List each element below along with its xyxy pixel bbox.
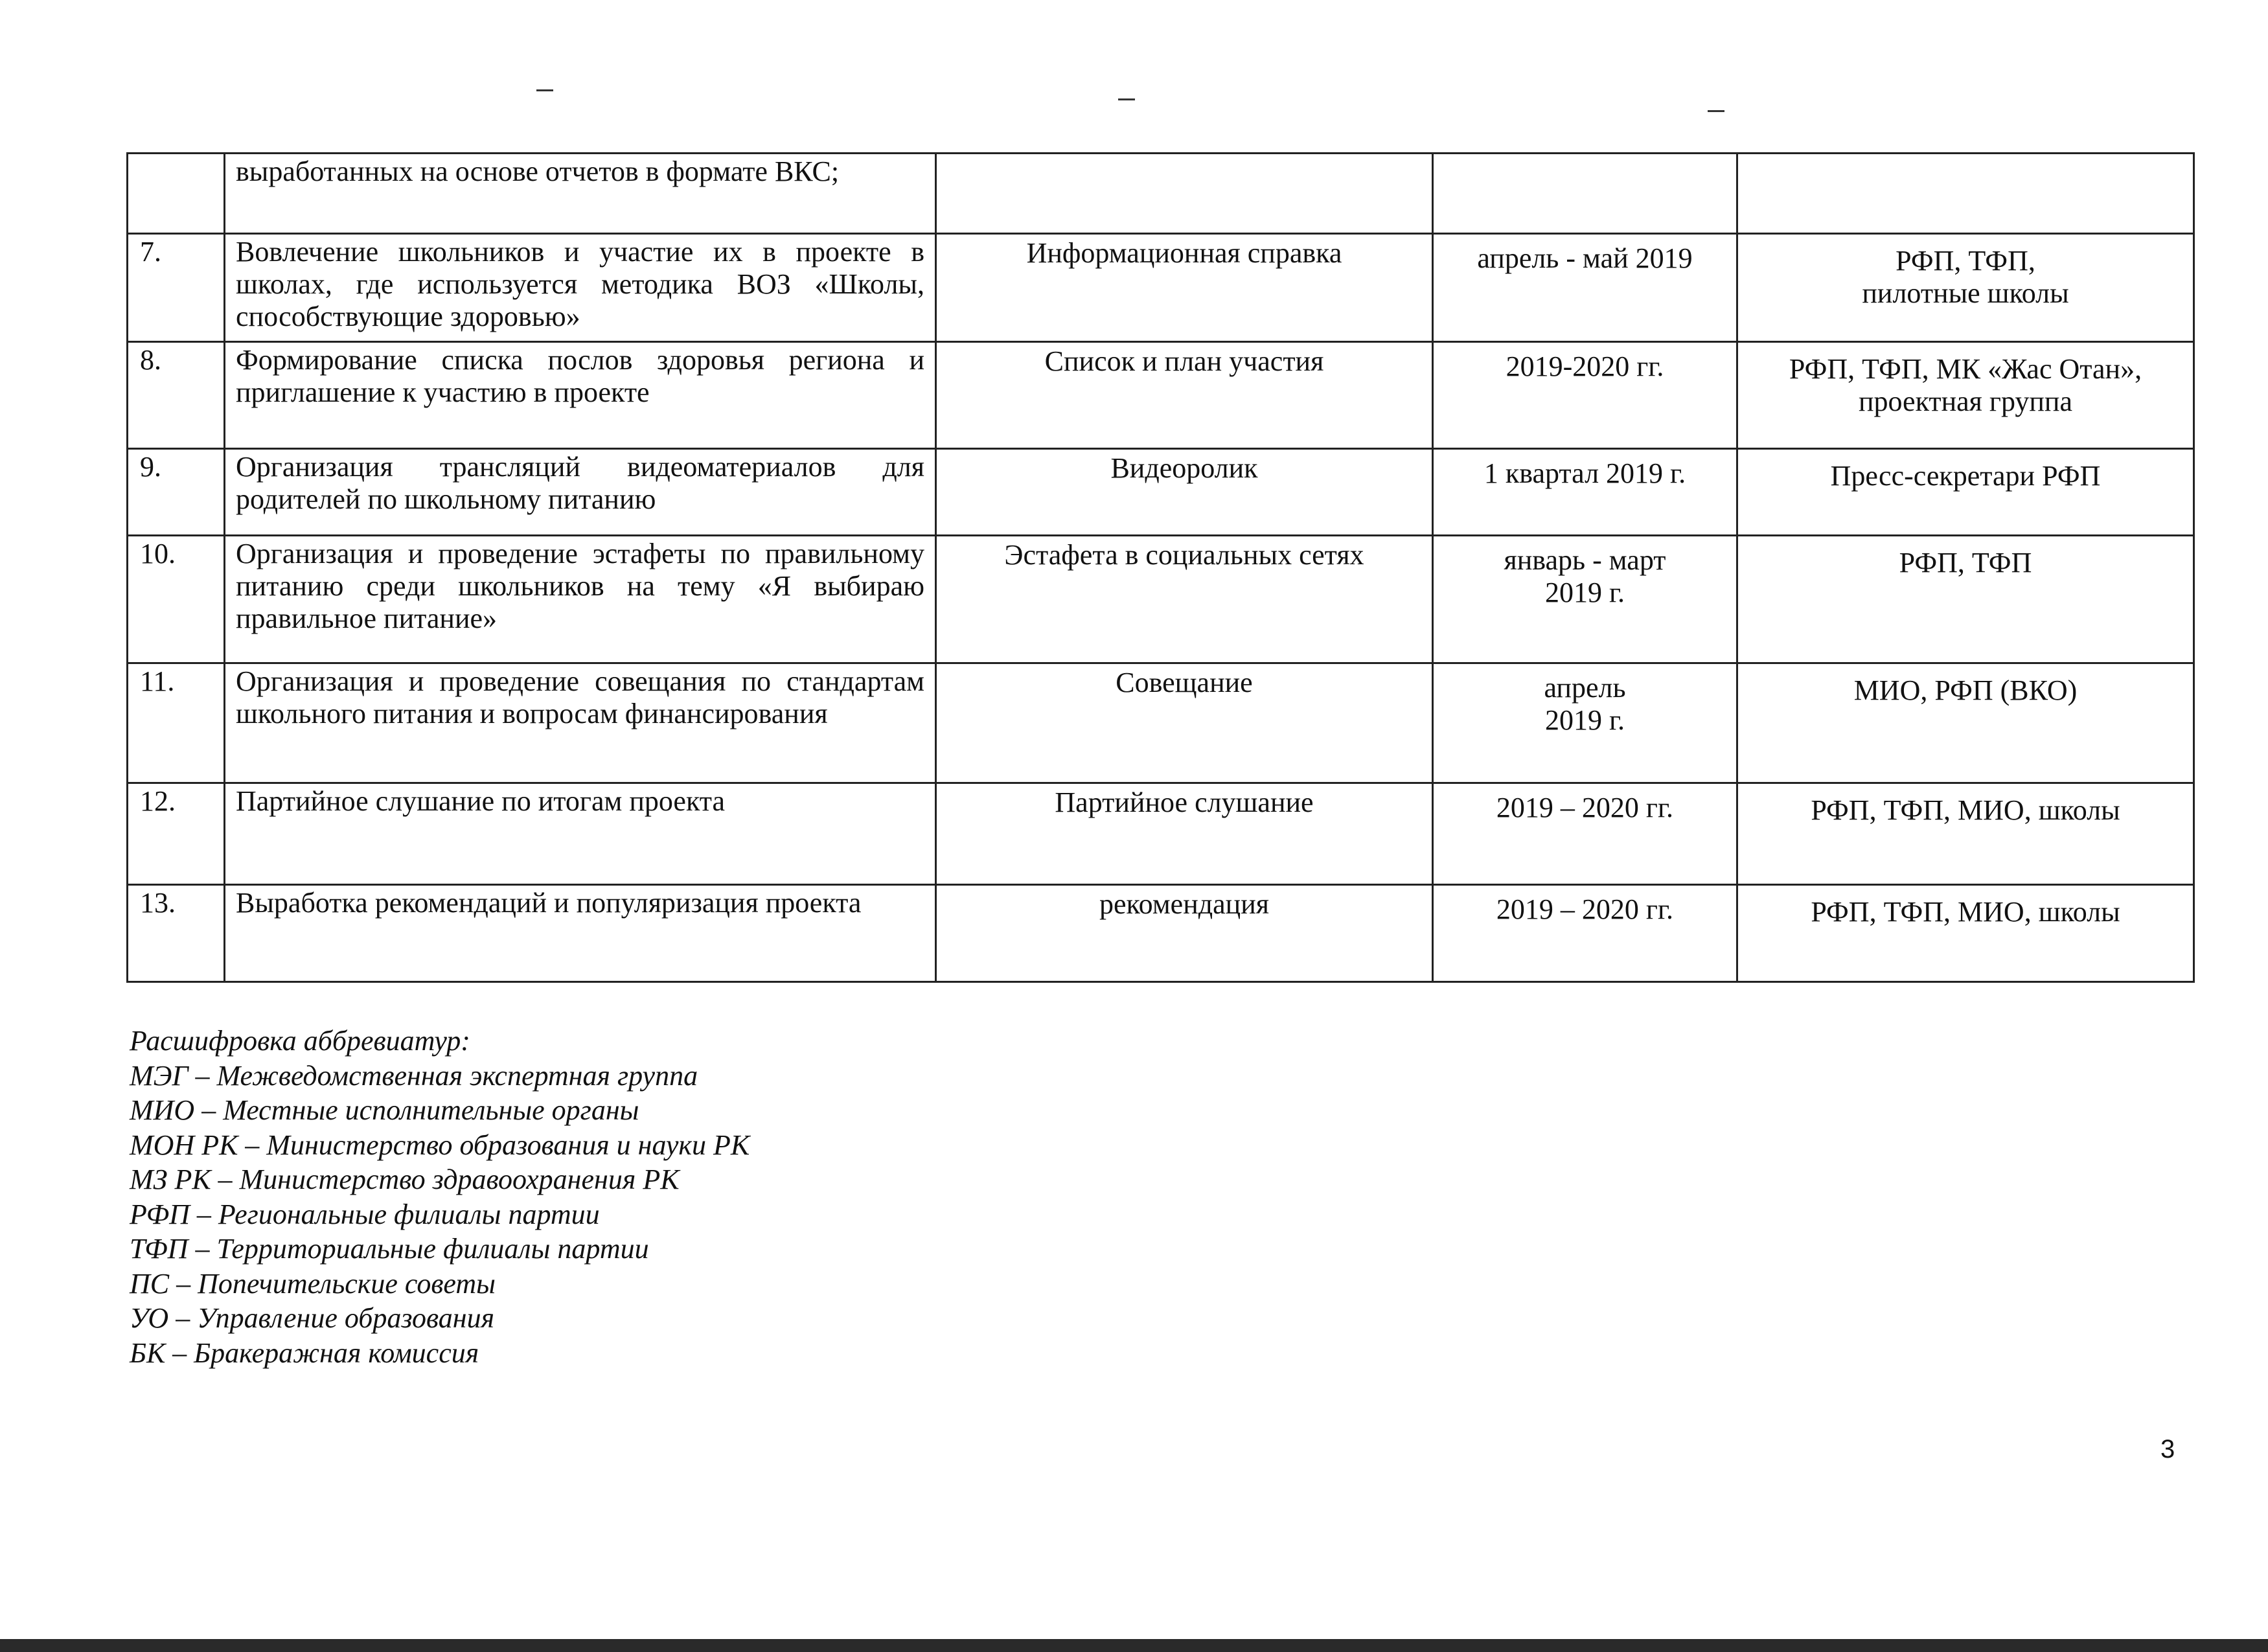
row-number: 10.	[128, 536, 225, 663]
form-cell: Информационная справка	[936, 234, 1433, 342]
event-cell: Организация трансляций видеоматериалов для родителей по школьному питанию	[225, 449, 936, 536]
date-cell: апрель - май 2019	[1433, 234, 1737, 342]
table-row	[128, 234, 2194, 342]
table-row	[128, 449, 2194, 536]
responsible-cell: РФП, ТФП, МИО, школы	[1737, 885, 2194, 982]
legend-item: ПС – Попечительские советы	[130, 1267, 496, 1300]
responsible-cell: РФП, ТФП, МК «Жас Отан», проектная группа	[1737, 342, 2194, 449]
scan-mark	[1708, 110, 1724, 112]
table-row	[128, 154, 2194, 234]
row-number: 12.	[128, 783, 225, 885]
responsible-cell: РФП, ТФП	[1737, 536, 2194, 663]
date-cell: 2019-2020 гг.	[1433, 342, 1737, 449]
responsible-cell: Пресс-секретари РФП	[1737, 449, 2194, 536]
event-cell: Формирование списка послов здоровья региона и приглашение к участию в проекте	[225, 342, 936, 449]
legend-item: РФП – Региональные филиалы партии	[130, 1198, 600, 1230]
date-cell: январь - март 2019 г.	[1433, 536, 1737, 663]
row-number: 8.	[128, 342, 225, 449]
form-cell: рекомендация	[936, 885, 1433, 982]
legend-item: УО – Управление образования	[130, 1302, 495, 1334]
row-number: 11.	[128, 663, 225, 783]
legend-title: Расшифровка аббревиатур:	[130, 1025, 470, 1057]
form-cell: Эстафета в социальных сетях	[936, 536, 1433, 663]
responsible-cell	[1737, 154, 2194, 234]
table-row	[128, 536, 2194, 663]
table-row	[128, 885, 2194, 982]
date-cell	[1433, 154, 1737, 234]
scan-edge	[0, 1639, 2268, 1652]
scan-mark	[536, 89, 553, 91]
legend-item: БК – Бракеражная комиссия	[130, 1337, 479, 1369]
activity-table	[126, 152, 2195, 983]
legend-item: МИО – Местные исполнительные органы	[130, 1094, 639, 1126]
date-cell: 2019 – 2020 гг.	[1433, 783, 1737, 885]
scan-mark	[1118, 98, 1135, 100]
date-cell: 1 квартал 2019 г.	[1433, 449, 1737, 536]
event-cell: Выработка рекомендаций и популяризация проекта	[225, 885, 936, 982]
legend-item: ТФП – Территориальные филиалы партии	[130, 1233, 649, 1265]
date-cell: апрель 2019 г.	[1433, 663, 1737, 783]
event-cell: выработанных на основе отчетов в формате ВКС;	[225, 154, 936, 234]
event-cell: Вовлечение школьников и участие их в проекте в школах, где используется методика ВОЗ «Школы, способствующие здоровью»	[225, 234, 936, 342]
form-cell: Совещание	[936, 663, 1433, 783]
date-cell: 2019 – 2020 гг.	[1433, 885, 1737, 982]
form-cell: Партийное слушание	[936, 783, 1433, 885]
legend-item: МЗ РК – Министерство здравоохранения РК	[130, 1164, 680, 1195]
row-number: 9.	[128, 449, 225, 536]
page-number: 3	[2160, 1435, 2175, 1463]
row-number	[128, 154, 225, 234]
table-row	[128, 663, 2194, 783]
form-cell	[936, 154, 1433, 234]
responsible-cell: РФП, ТФП, МИО, школы	[1737, 783, 2194, 885]
table-row	[128, 342, 2194, 449]
legend-item: МОН РК – Министерство образования и науки РК	[130, 1129, 750, 1161]
form-cell: Список и план участия	[936, 342, 1433, 449]
legend-item: МЭГ – Межведомственная экспертная группа	[130, 1059, 698, 1092]
table-row	[128, 783, 2194, 885]
event-cell: Партийное слушание по итогам проекта	[225, 783, 936, 885]
abbreviation-legend	[130, 1024, 750, 1370]
responsible-cell: РФП, ТФП, пилотные школы	[1737, 234, 2194, 342]
event-cell: Организация и проведение совещания по стандартам школьного питания и вопросам финансирования	[225, 663, 936, 783]
row-number: 13.	[128, 885, 225, 982]
form-cell: Видеоролик	[936, 449, 1433, 536]
row-number: 7.	[128, 234, 225, 342]
responsible-cell: МИО, РФП (ВКО)	[1737, 663, 2194, 783]
event-cell: Организация и проведение эстафеты по правильному питанию среди школьников на тему «Я выбираю правильное питание»	[225, 536, 936, 663]
